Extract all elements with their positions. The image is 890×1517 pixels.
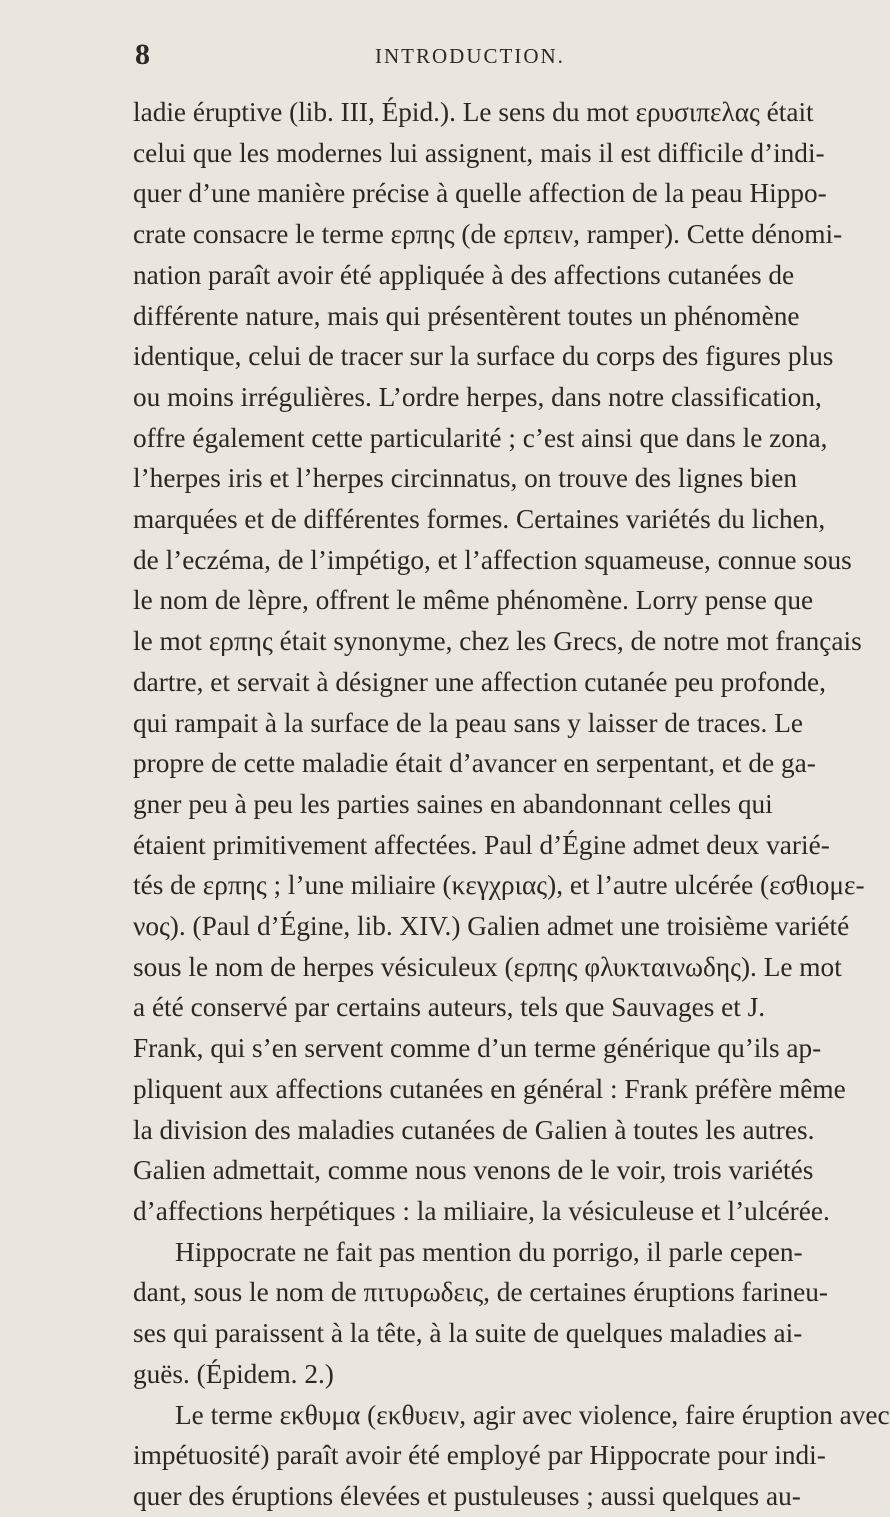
text-line: ladie éruptive (lib. III, Épid.). Le sens du mot ερυσιπελας était xyxy=(133,97,814,127)
text-line: tés de ερπης ; l’une miliaire (κεγχριας), et l’autre ulcérée (εσθιομε- xyxy=(133,870,865,901)
text-line: propre de cette maladie était d’avancer en serpentant, et de ga- xyxy=(133,748,816,779)
text-line: différente nature, mais qui présentèrent toutes un phénomène xyxy=(133,300,800,331)
text-line: dant, sous le nom de πιτυρωδεις, de certaines éruptions farineu- xyxy=(133,1277,829,1308)
text-line: dartre, et servait à désigner une affection cutanée peu profonde, xyxy=(133,666,826,697)
text-line: d’affections herpétiques : la miliaire, la vésiculeuse et l’ulcérée. xyxy=(133,1195,830,1226)
text-line: qui rampait à la surface de la peau sans y laisser de traces. Le xyxy=(133,707,803,738)
text-line: sous le nom de herpes vésiculeux (ερπης φλυκταινωδης). Le mot xyxy=(133,951,842,982)
text-line: Hippocrate ne fait pas mention du porrigo, il parle cepen- xyxy=(175,1236,803,1267)
text-line: le mot ερπης était synonyme, chez les Grecs, de notre mot français xyxy=(133,626,862,657)
text-line: Le terme εκθυμα (εκθυειν, agir avec violence, faire éruption avec xyxy=(175,1399,890,1430)
page-number: 8 xyxy=(135,38,151,71)
text-line: impétuosité) paraît avoir été employé par Hippocrate pour indi- xyxy=(133,1440,826,1471)
text-line: nation paraît avoir été appliquée à des affections cutanées de xyxy=(133,259,795,290)
text-line: ou moins irrégulières. L’ordre herpes, dans notre classification, xyxy=(133,381,822,412)
text-line: identique, celui de tracer sur la surface du corps des figures plus xyxy=(133,341,834,372)
text-line: pliquent aux affections cutanées en général : Frank préfère même xyxy=(133,1073,846,1104)
text-line: l’herpes iris et l’herpes circinnatus, on trouve des lignes bien xyxy=(133,463,798,494)
text-line: crate consacre le terme ερπης (de ερπειν, ramper). Cette dénomi- xyxy=(133,219,843,250)
text-line: de l’eczéma, de l’impétigo, et l’affection squameuse, connue sous xyxy=(133,544,852,575)
text-line: étaient primitivement affectées. Paul d’Égine admet deux varié- xyxy=(133,829,830,860)
text-line: offre également cette particularité ; c’est ainsi que dans le zona, xyxy=(133,422,828,453)
text-line: νος). (Paul d’Égine, lib. XIV.) Galien admet une troisième variété xyxy=(133,911,850,942)
text-line: Frank, qui s’en servent comme d’un terme générique qu’ils ap- xyxy=(133,1033,822,1064)
text-line: guës. (Épidem. 2.) xyxy=(133,1358,334,1389)
text-line: a été conservé par certains auteurs, tels que Sauvages et J. xyxy=(133,992,766,1023)
text-line: quer d’une manière précise à quelle affection de la peau Hippo- xyxy=(133,178,827,209)
text-line: Galien admettait, comme nous venons de le voir, trois variétés xyxy=(133,1155,814,1186)
text-line: la division des maladies cutanées de Galien à toutes les autres. xyxy=(133,1114,815,1145)
text-line: ses qui paraissent à la tête, à la suite de quelques maladies ai- xyxy=(133,1318,803,1349)
text-line: marquées et de différentes formes. Certaines variétés du lichen, xyxy=(133,504,826,535)
body-text xyxy=(133,92,890,1517)
text-line: quer des éruptions élevées et pustuleuses ; aussi quelques au- xyxy=(133,1480,801,1511)
running-title: INTRODUCTION. xyxy=(375,44,565,68)
text-line: le nom de lèpre, offrent le même phénomène. Lorry pense que xyxy=(133,585,814,616)
page-header xyxy=(135,38,740,78)
text-line: gner peu à peu les parties saines en abandonnant celles qui xyxy=(133,788,773,819)
text-line: celui que les modernes lui assignent, mais il est difficile d’indi- xyxy=(133,137,825,168)
